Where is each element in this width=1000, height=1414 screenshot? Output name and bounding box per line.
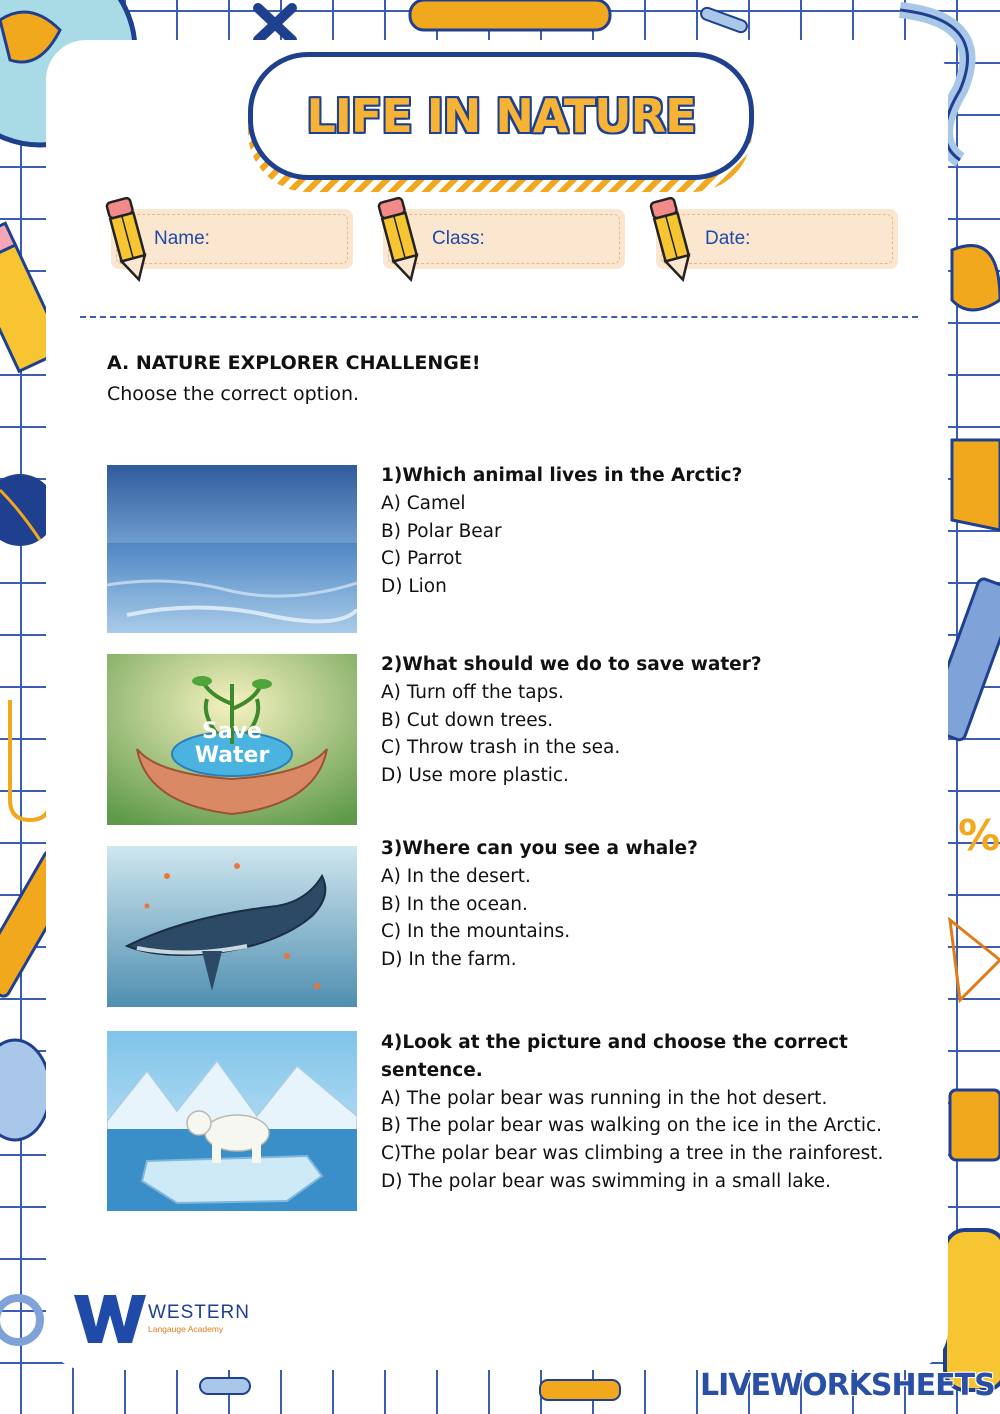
- option-d[interactable]: D) Lion: [381, 576, 447, 598]
- option-b[interactable]: B) Polar Bear: [381, 520, 502, 542]
- option-c[interactable]: C) In the mountains.: [381, 921, 571, 943]
- option-b[interactable]: B) Cut down trees.: [381, 709, 554, 731]
- option-b[interactable]: B) In the ocean.: [381, 893, 528, 915]
- whale-ocean-image: [107, 846, 357, 1007]
- pencil-icon: [104, 193, 152, 285]
- page-title: LIFE IN NATURE: [306, 89, 696, 143]
- title-banner: [248, 52, 752, 192]
- date-label: Date:: [705, 228, 751, 249]
- instruction-text: Choose the correct option.: [107, 383, 360, 405]
- option-c[interactable]: C) Throw trash in the sea.: [381, 737, 621, 759]
- option-b[interactable]: B) The polar bear was walking on the ice in the Arctic.: [381, 1115, 883, 1137]
- option-a[interactable]: A) Camel: [381, 492, 466, 514]
- section-title: A. NATURE EXPLORER CHALLENGE!: [107, 352, 481, 374]
- option-a[interactable]: A) Turn off the taps.: [381, 681, 564, 703]
- option-d[interactable]: D) Use more plastic.: [381, 765, 569, 787]
- save-water-hands-image: [107, 654, 357, 825]
- title-cloud: [248, 52, 754, 180]
- western-logo-icon: [74, 1293, 146, 1345]
- question-1: [381, 462, 918, 601]
- question-3: [381, 835, 918, 974]
- class-label: Class:: [432, 228, 485, 249]
- svg-text:%: %: [958, 811, 1000, 860]
- save-water-text: Save: [202, 719, 262, 744]
- question-text: 1)Which animal lives in the Arctic?: [381, 465, 743, 486]
- option-a[interactable]: A) The polar bear was running in the hot desert.: [381, 1087, 828, 1109]
- option-c[interactable]: C)The polar bear was climbing a tree in the rainforest.: [381, 1143, 884, 1165]
- name-label: Name:: [154, 228, 210, 249]
- pencil-icon: [648, 193, 696, 285]
- save-water-text: Water: [194, 743, 270, 768]
- question-text: 4)Look at the picture and choose the correct sentence.: [381, 1032, 848, 1081]
- liveworksheets-watermark[interactable]: LIVEWORKSHEETS: [700, 1368, 995, 1403]
- polar-bear-iceberg-image: [107, 1031, 357, 1211]
- option-c[interactable]: C) Parrot: [381, 548, 462, 570]
- arctic-sea-image: [107, 465, 357, 633]
- question-text: 3)Where can you see a whale?: [381, 838, 698, 859]
- option-d[interactable]: D) In the farm.: [381, 949, 517, 971]
- question-text: 2)What should we do to save water?: [381, 654, 762, 675]
- option-d[interactable]: D) The polar bear was swimming in a small lake.: [381, 1170, 831, 1192]
- logo-subtitle: Langauge Academy: [148, 1324, 224, 1334]
- question-2: [381, 651, 918, 790]
- pencil-icon: [376, 193, 424, 285]
- question-4: [381, 1029, 918, 1196]
- logo-name: WESTERN: [148, 1302, 250, 1323]
- option-a[interactable]: A) In the desert.: [381, 865, 531, 887]
- section-divider: [80, 316, 918, 318]
